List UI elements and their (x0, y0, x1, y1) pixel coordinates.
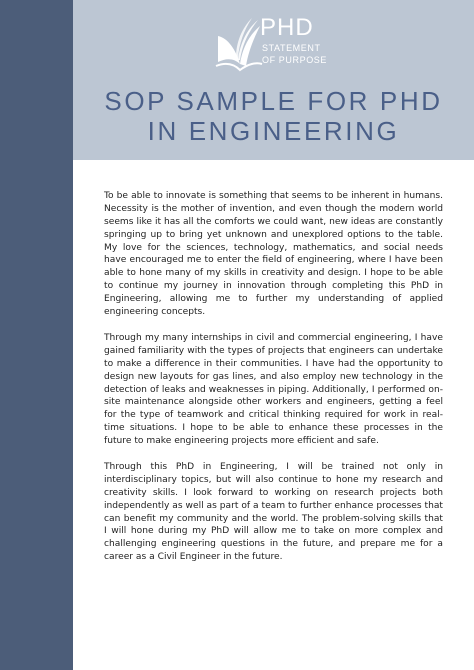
logo-subtitle-line2: OF PURPOSE (262, 55, 328, 65)
paragraph: To be able to innovate is something that seems to be inherent in humans. Necessity is the mother of invention, and even though the modern world seems like it has all the comforts we could want, new ideas are constantly springing up to bring yet unknown and unexplored options to the table. My love for the sciences, technology, mathematics, and social needs have encouraged me to enter the field of engineering, where I have been able to hone many of my skills in creativity and design. I hope to be able to continue my journey in innovation through completing this PhD in Engineering, allowing me to further my understanding of applied engineering concepts. (104, 190, 443, 318)
paragraph: Through my many internships in civil and commercial engineering, I have gained familiarity with the types of projects that engineers can undertake to make a difference in their communities. I have had the opportunity to design new layouts for gas lines, and also employ new technology in the detection of leaks and weaknesses in piping. Additionally, I performed on-site maintenance alongside other workers and engineers, getting a feel for the type of teamwork and critical thinking required for work in real-time situations. I hope to be able to enhance these processes in the future to make engineering projects more efficient and safe. (104, 332, 443, 447)
left-sidebar-bar (0, 0, 73, 670)
body-text (104, 177, 443, 577)
page-title (73, 86, 474, 146)
logo-subtitle (262, 42, 327, 66)
logo (212, 14, 352, 74)
logo-subtitle-line1: STATEMENT (262, 43, 321, 53)
paragraph: Through this PhD in Engineering, I will be trained not only in interdisciplinary topics, but will also continue to hone my research and creativity skills. I look forward to working on research projects both independently as well as part of a team to further enhance processes that can benefit my community and the world. The problem-solving skills that I will hone during my PhD will allow me to take on more complex and challenging engineering questions in the future, and prepare me for a career as a Civil Engineer in the future. (104, 461, 443, 563)
page-title-line1: SOP SAMPLE FOR PHD (104, 86, 443, 116)
page-title-line2: IN ENGINEERING (147, 116, 400, 146)
logo-title: PHD (260, 14, 314, 41)
book-logo-icon (212, 14, 264, 74)
